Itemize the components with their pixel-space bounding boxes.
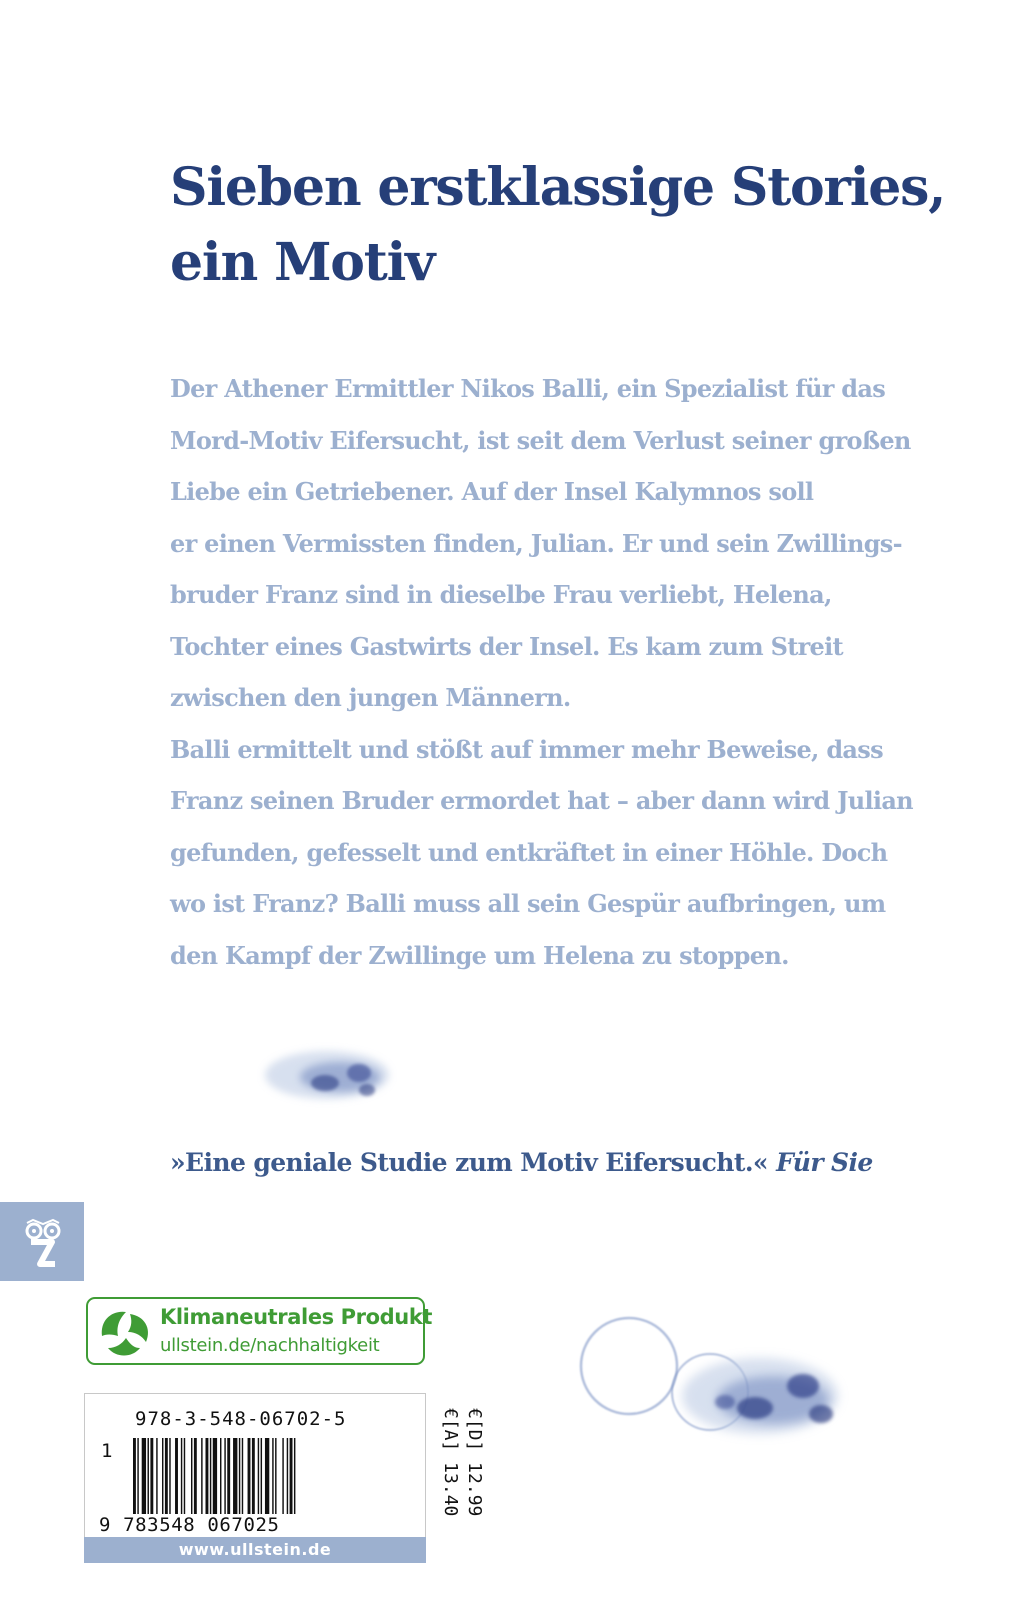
barcode-stripe — [265, 1438, 269, 1514]
barcode-stripe — [191, 1438, 192, 1514]
barcode-stripe — [148, 1438, 149, 1514]
owl-logo-icon — [0, 1202, 84, 1281]
barcode-stripe — [150, 1438, 153, 1514]
recycle-leaves-icon — [96, 1306, 154, 1360]
ean-barcode — [131, 1438, 349, 1514]
ean-digits: 9 783548 067025 — [99, 1514, 280, 1536]
barcode-stripe — [294, 1438, 295, 1514]
quote-source: Für Sie — [776, 1148, 873, 1177]
barcode-stripe — [220, 1438, 221, 1514]
barcode-stripe — [162, 1438, 163, 1514]
blurb-line: gefunden, gefesselt und entkräftet in einer Höhle. Doch — [170, 837, 888, 867]
barcode-stripe — [261, 1438, 262, 1514]
climate-neutral-label — [86, 1297, 433, 1365]
barcode-stripe — [227, 1438, 230, 1514]
barcode-stripe — [206, 1438, 209, 1514]
blurb-line: Liebe ein Getriebener. Auf der Insel Kalymnos soll — [170, 477, 814, 506]
blurb-line: zwischen den jungen Männern. — [170, 683, 571, 712]
barcode-stripe — [156, 1438, 157, 1514]
barcode-stripe — [287, 1438, 288, 1514]
barcode-stripe — [210, 1438, 211, 1514]
blurb-line: Tochter eines Gastwirts der Insel. Es kam zum Streit — [170, 631, 843, 661]
headline-line-1: Sieben erstklassige Stories, — [170, 157, 946, 218]
publisher-website[interactable]: www.ullstein.de — [84, 1537, 426, 1563]
blurb-line: bruder Franz sind in dieselbe Frau verliebt, Helena, — [170, 580, 832, 609]
eco-label-title: Klimaneutrales Produkt — [160, 1305, 433, 1329]
barcode-stripe — [213, 1438, 217, 1514]
watercolor-splash-large — [575, 1310, 895, 1480]
blurb-line: Der Athener Ermittler Nikos Balli, ein Spezialist für das — [170, 374, 886, 403]
barcode-stripe — [272, 1438, 273, 1514]
barcode-stripe — [239, 1438, 240, 1514]
barcode-side-digit: 1 — [101, 1440, 113, 1462]
blurb — [170, 363, 960, 981]
quote-text: »Eine geniale Studie zum Motiv Eifersucht.« — [170, 1148, 768, 1177]
blurb-line: Mord-Motiv Eifersucht, ist seit dem Verlust seiner großen — [170, 425, 911, 455]
barcode-stripe — [224, 1438, 225, 1514]
headline-line-2: ein Motiv — [170, 232, 435, 293]
barcode-stripe — [252, 1438, 255, 1514]
barcode-stripe — [142, 1438, 146, 1514]
barcode-stripe — [169, 1438, 170, 1514]
barcode-stripe — [233, 1438, 237, 1514]
barcode-stripe — [165, 1438, 168, 1514]
review-quote — [170, 1148, 873, 1178]
barcode-stripe — [201, 1438, 202, 1514]
barcode-stripe — [282, 1438, 283, 1514]
blurb-line: wo ist Franz? Balli muss all sein Gespür aufbringen, um — [170, 889, 886, 918]
isbn-number: 978-3-548-06702-5 — [135, 1408, 347, 1430]
barcode-stripe — [258, 1438, 259, 1514]
price-germany: €[D] 12.99 — [464, 1408, 485, 1517]
blurb-line: den Kampf der Zwillinge um Helena zu stoppen. — [170, 940, 789, 970]
barcode-stripe — [133, 1438, 136, 1514]
barcode-stripe — [137, 1438, 138, 1514]
blurb-line: er einen Vermissten finden, Julian. Er und sein Zwillings- — [170, 528, 902, 558]
barcode-stripe — [194, 1438, 197, 1514]
barcode-stripe — [181, 1438, 182, 1514]
barcode-stripe — [290, 1438, 293, 1514]
blurb-line: Franz seinen Bruder ermordet hat – aber dann wird Julian — [170, 786, 913, 815]
barcode-stripe — [242, 1438, 243, 1514]
barcode-stripe — [175, 1438, 178, 1514]
barcode-stripe — [248, 1438, 251, 1514]
headline — [170, 150, 970, 300]
blurb-line: Balli ermittelt und stößt auf immer mehr Beweise, dass — [170, 734, 883, 764]
eco-label-url[interactable]: ullstein.de/nachhaltigkeit — [160, 1335, 380, 1356]
price-austria: €[A] 13.40 — [440, 1408, 461, 1517]
barcode-stripe — [275, 1438, 276, 1514]
barcode-stripe — [184, 1438, 185, 1514]
publisher-logo — [0, 1202, 84, 1281]
watercolor-splash-small — [255, 1035, 405, 1115]
